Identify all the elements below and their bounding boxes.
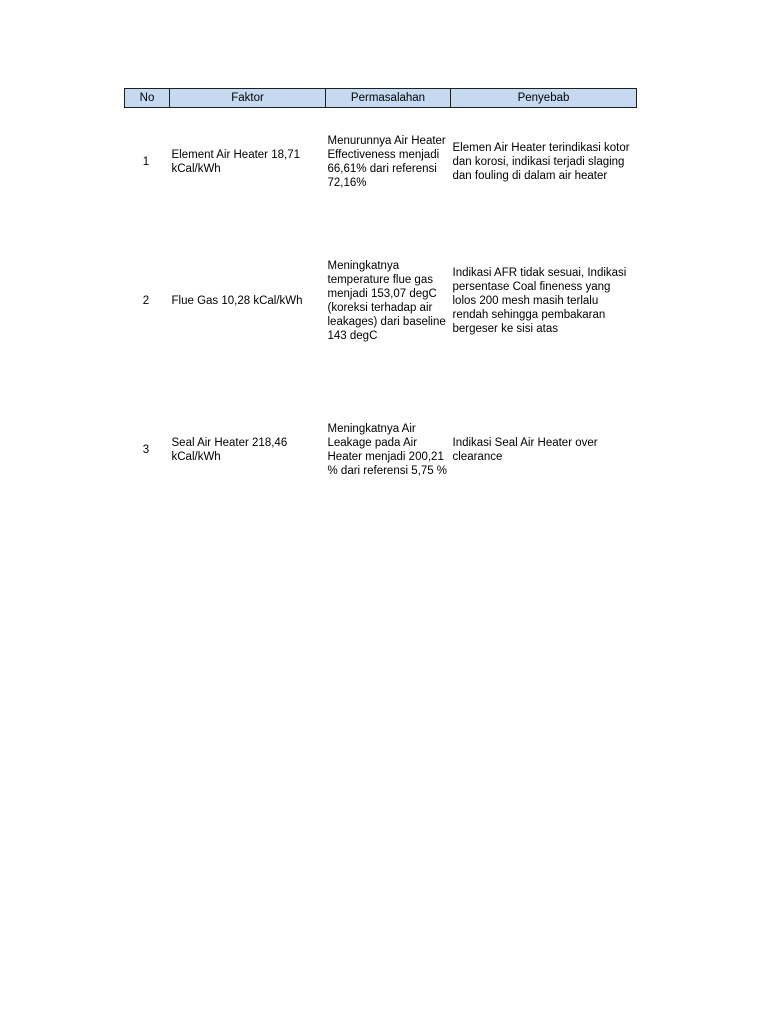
header-row: [125, 89, 637, 108]
penyebab-cell: Indikasi Seal Air Heater over clearance: [452, 437, 598, 463]
penyebab-cell: Indikasi AFR tidak sesuai, Indikasi persentase Coal fineness yang lolos 200 mesh masih terlalu rendah sehingga pembakaran bergeser ke sisi atas: [452, 267, 627, 335]
table-header: [125, 89, 637, 108]
row-number: 2: [142, 295, 150, 307]
faktor-cell: Seal Air Heater 218,46 kCal/kWh: [171, 437, 288, 463]
row-number: 1: [142, 156, 150, 168]
table-body: [125, 108, 637, 515]
permasalahan-cell: Meningkatnya temperature flue gas menjadi 153,07 degC (koreksi terhadap air leakages) dari baseline 143 degC: [327, 260, 446, 342]
penyebab-cell: Elemen Air Heater terindikasi kotor dan korosi, indikasi terjadi slaging dan fouling di dalam air heater: [452, 142, 630, 182]
table-row: [125, 386, 637, 514]
header-penyebab: Penyebab: [451, 89, 637, 108]
table-row: [125, 108, 637, 217]
permasalahan-cell: Meningkatnya Air Leakage pada Air Heater menjadi 200,21 % dari referensi 5,75 %: [327, 423, 448, 477]
faktor-cell: Flue Gas 10,28 kCal/kWh: [171, 295, 303, 307]
permasalahan-cell: Menurunnya Air Heater Effectiveness menjadi 66,61% dari referensi 72,16%: [327, 135, 446, 189]
header-faktor: Faktor: [170, 89, 326, 108]
header-permasalahan: Permasalahan: [326, 89, 451, 108]
factor-analysis-table: [124, 88, 637, 514]
header-no: No: [125, 89, 170, 108]
faktor-cell: Element Air Heater 18,71 kCal/kWh: [171, 149, 300, 175]
row-number: 3: [142, 444, 150, 456]
table-row: [125, 216, 637, 386]
